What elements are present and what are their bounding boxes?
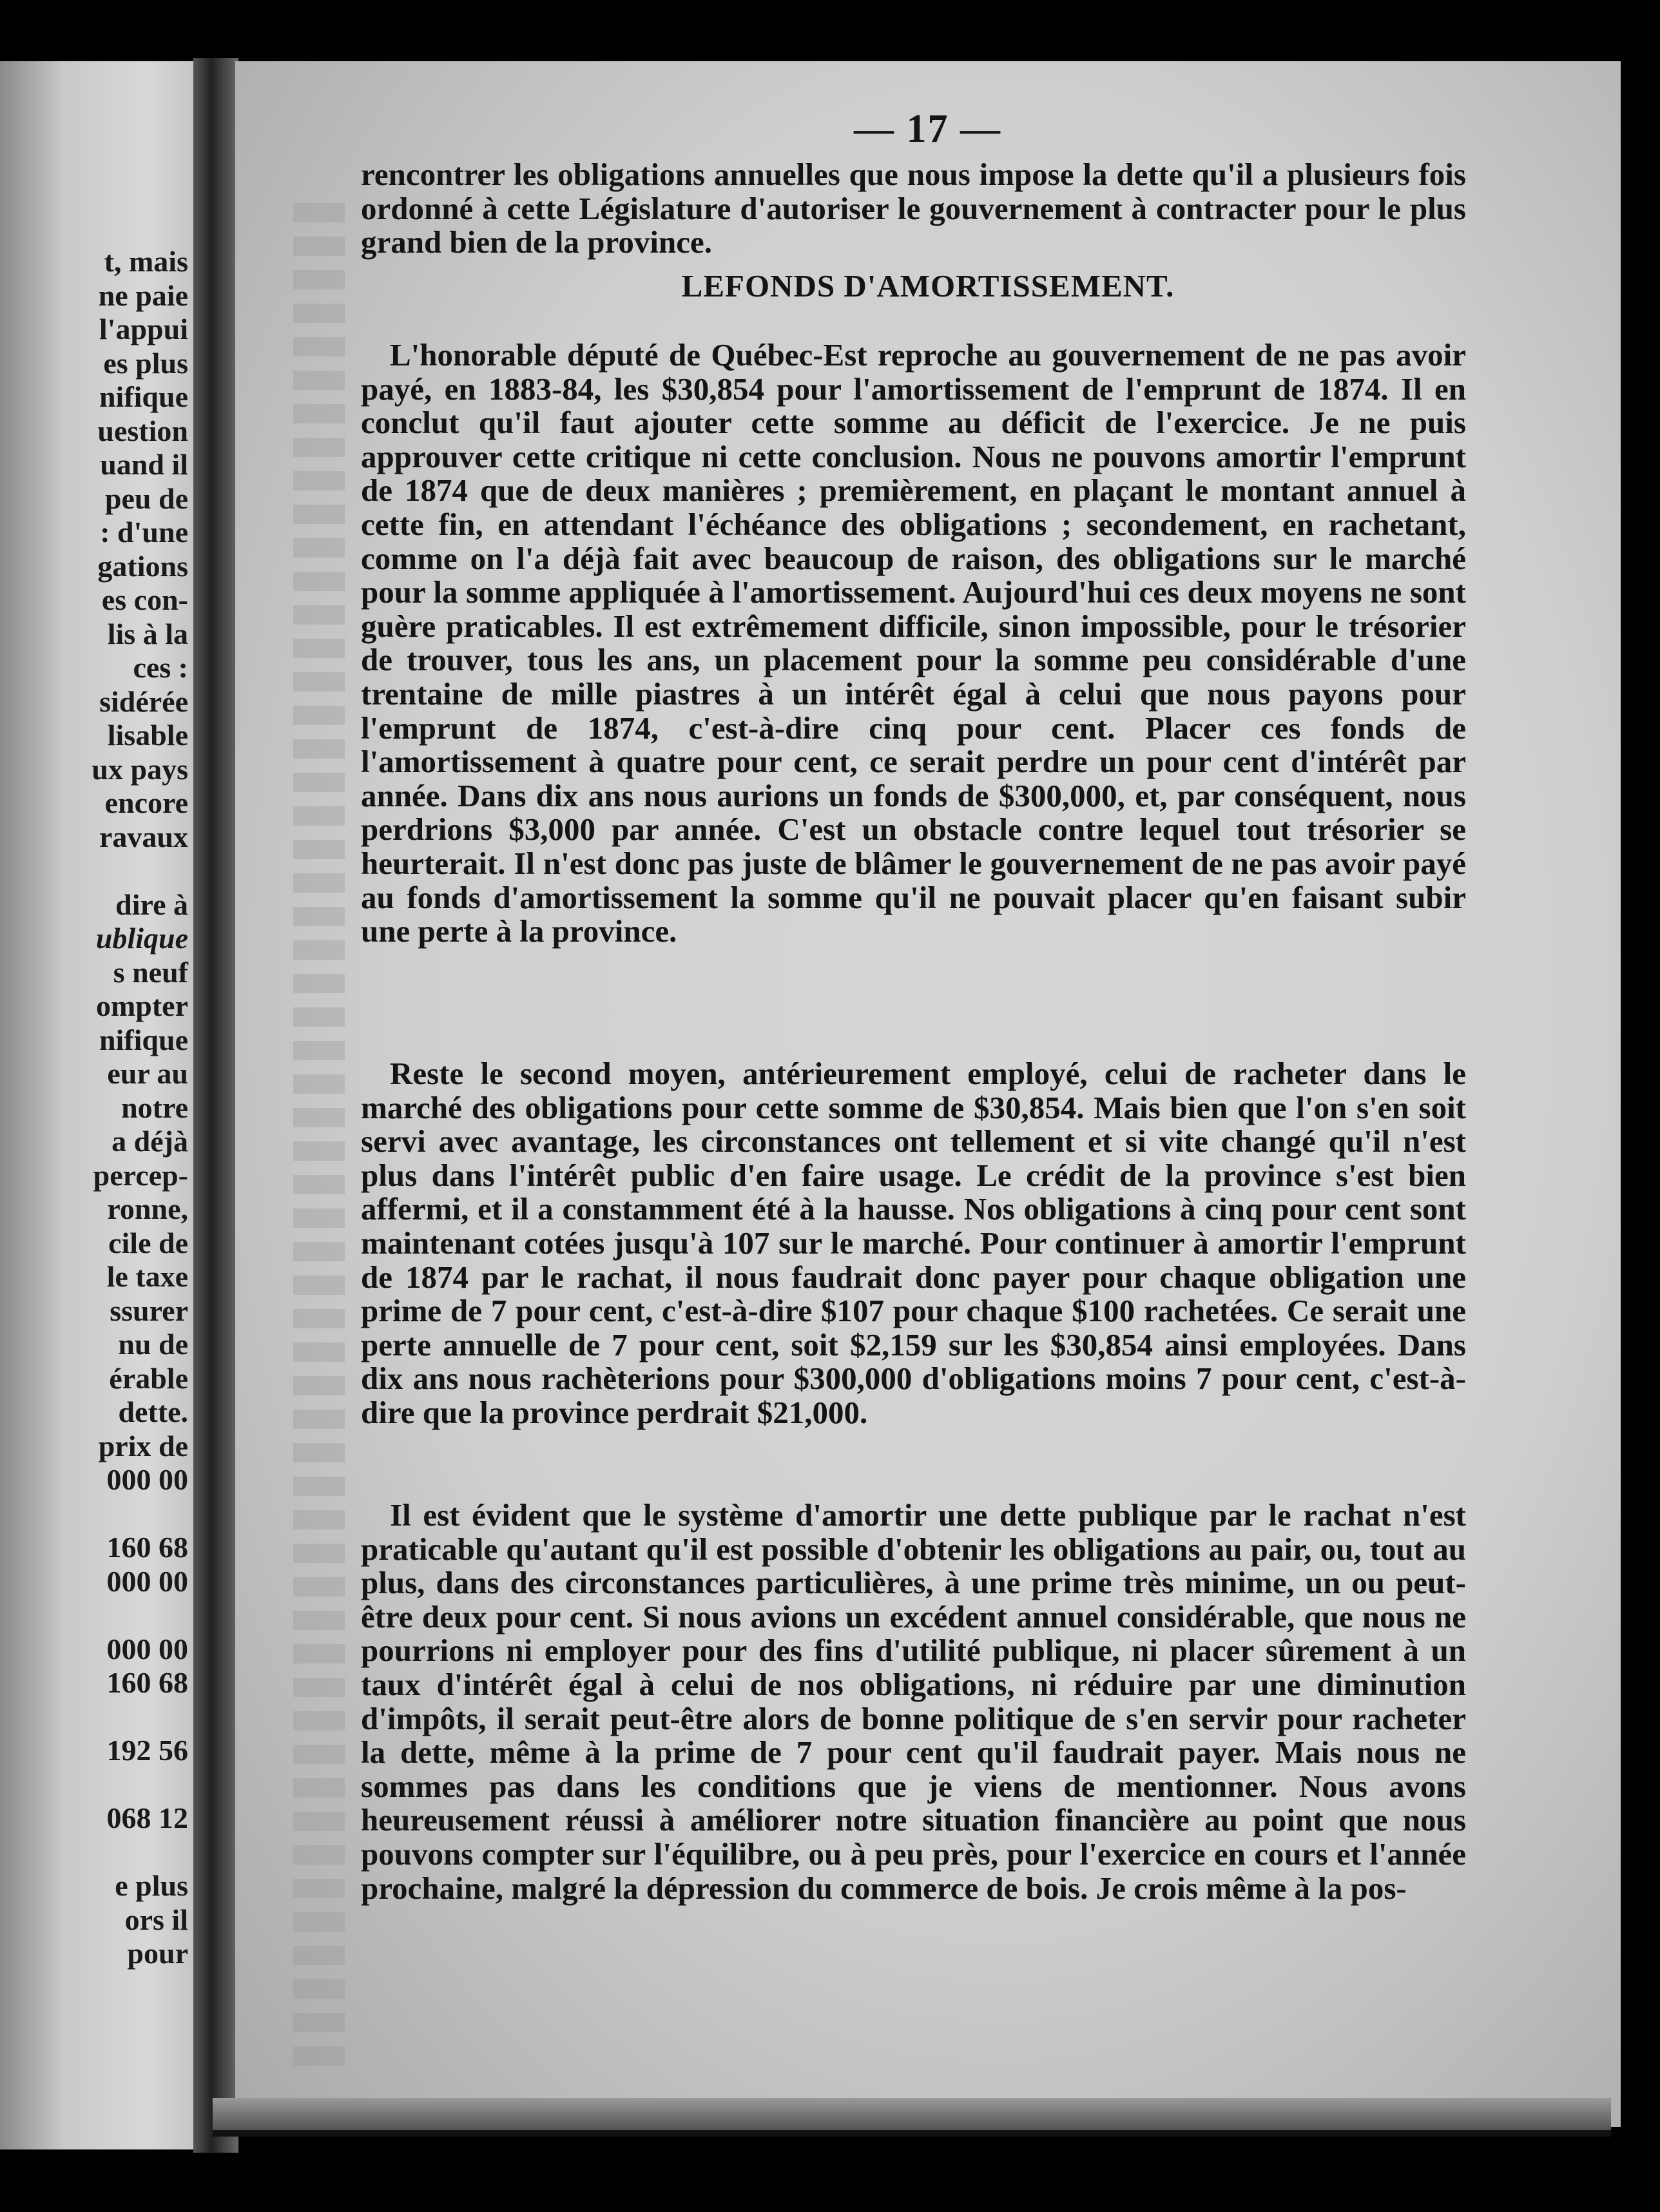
left-page-line: e plus — [115, 1869, 188, 1902]
left-page-line: ublique — [95, 922, 188, 955]
left-page-line: percep- — [93, 1158, 188, 1192]
left-page-line: prix de — [98, 1429, 188, 1462]
left-page-line: ravaux — [99, 820, 188, 853]
left-page-line: : d'une — [100, 516, 188, 548]
left-page-line: ors il — [124, 1903, 188, 1936]
left-page-line: pour — [127, 1937, 188, 1970]
left-page-line: uand il — [100, 448, 188, 481]
left-page-line: 000 00 — [106, 1564, 188, 1598]
left-page-line: 000 00 — [106, 1632, 188, 1665]
left-page-line — [92, 1836, 188, 1870]
book-binding — [193, 58, 238, 2153]
left-page-line: peu de — [104, 481, 188, 515]
left-page-line — [92, 1768, 188, 1802]
left-page-line: 160 68 — [106, 1666, 188, 1699]
left-page-line — [92, 854, 188, 888]
left-page-line: uestion — [97, 414, 188, 447]
left-page-text — [92, 245, 188, 1971]
left-page-line: sidérée — [99, 684, 188, 718]
left-page-line: 068 12 — [106, 1801, 188, 1834]
left-page-line: le taxe — [106, 1260, 188, 1293]
main-page — [235, 61, 1621, 2127]
left-page-line: ronne, — [107, 1192, 188, 1225]
bottom-rule — [213, 2130, 1611, 2137]
left-page-line: notre — [121, 1091, 188, 1124]
left-page-line: es con- — [101, 583, 188, 616]
left-page-line: eur au — [107, 1057, 188, 1090]
left-page-line: s neuf — [113, 955, 188, 989]
left-page-fragment — [0, 61, 213, 2149]
left-page-line: cile de — [108, 1226, 188, 1259]
left-page-line — [92, 1598, 188, 1633]
page-number: — 17 — — [854, 107, 1001, 151]
bleed-through-marks — [293, 203, 345, 2072]
left-page-line: l'appui — [99, 313, 188, 345]
left-page-line: ompter — [95, 989, 188, 1022]
left-page-line: érable — [109, 1361, 188, 1395]
paragraph-1: L'honorable député de Québec-Est reproche au gouvernement de ne pas avoir payé, en 1883-84, les $30,854 pour l'amortissement de l'emprunt de 1874. Il en conclut qu'il faut ajouter cette somme au déficit de l'exercice. Je ne puis approuver cette critique ni cette conclusion. Nous ne pouvons amortir l'emprunt de 1874 que de deux manières ; premièrement, en plaçant le montant annuel à cette fin, en attendant l'échéance des obligations ; secondement, en rachetant, comme on l'a déjà fait avec beaucoup de raison, des obligations sur le marché pour la somme appliquée à l'amortissement. Aujourd'hui ces deux moyens ne sont guère praticables. Il est extrêmement difficile, sinon impossible, pour le trésorier de trouver, tous les ans, un placement pour la somme peu considérable d'une trentaine de mille piastres à un intérêt égal à celui que nous payons pour l'emprunt de 1874, c'est-à-dire cinq pour cent. Placer ces fonds de l'amortissement à quatre pour cent, ce serait perdre un pour cent d'intérêt par année. Dans dix ans nous aurions un fonds de $300,000, et, par conséquent, nous perdrions $3,000 par année. C'est un obstacle contre lequel tout trésorier se heurterait. Il n'est donc pas juste de blâmer le gouvernement de ne pas avoir payé au fonds d'amortissement la somme qu'il ne pouvait placer qu'en faisant subir une perte à la province. — [361, 337, 1466, 949]
section-heading: LEFONDS D'AMORTISSEMENT. — [681, 268, 1175, 304]
left-page-line: gations — [97, 549, 188, 583]
left-page-line: es plus — [103, 346, 188, 380]
left-page-line: encore — [104, 786, 188, 819]
left-page-line: ne paie — [98, 278, 188, 312]
left-page-line: ux pays — [92, 752, 188, 786]
left-page-line — [92, 1497, 188, 1531]
paragraph-3: Il est évident que le système d'amortir une dette publique par le rachat n'est praticable qu'autant qu'il est possible d'obtenir les obligations au pair, ou, tout au plus, dans des circonstances particulières, à une prime très minime, un ou peut-être deux pour cent. Si nous avions un excédent annuel considérable, que nous ne pourrions ni employer pour des fins d'utilité publique, ni placer sûrement à un taux d'intérêt égal à celui de nos obligations, ni réduire par une diminution d'impôts, il serait peut-être alors de bonne politique de s'en servir pour racheter la dette, même à la prime de 7 pour cent qu'il faudrait payer. Mais nous ne sommes pas dans les conditions que je viens de mentionner. Nous avons heureusement réussi à améliorer notre situation financière au point que nous pouvons compter sur l'équilibre, ou à peu près, pour l'exercice en cours et l'année prochaine, malgré la dépression du commerce de bois. Je crois même à la pos- — [361, 1497, 1466, 1906]
left-page-line: lis à la — [107, 617, 188, 650]
left-page-line: nu de — [118, 1328, 188, 1361]
paragraph-2: Reste le second moyen, antérieurement employé, celui de racheter dans le marché des obligations pour cette somme de $30,854. Mais bien que l'on s'en soit servi avec avantage, les circonstances ont tellement et si vite changé qu'il n'est plus dans l'intérêt public d'en faire usage. Le crédit de la province s'est bien affermi, et il a constamment été à la hausse. Nos obligations à cinq pour cent sont maintenant cotées jusqu'à 107 sur le marché. Pour continuer à amortir l'emprunt de 1874 par le rachat, il nous faudrait donc payer pour chaque obligation une prime de 7 pour cent, c'est-à-dire $107 pour chaque $100 rachetées. Ce serait une perte annuelle de 7 pour cent, soit $2,159 sur les $30,854 ainsi employées. Dans dix ans nous rachèterions pour $300,000 d'obligations moins 7 pour cent, c'est-à-dire que la province perdrait $21,000. — [361, 1056, 1466, 1430]
left-page-line: 000 00 — [106, 1463, 188, 1496]
left-page-line: dette. — [118, 1395, 188, 1428]
left-page-line: 192 56 — [106, 1734, 188, 1767]
intro-paragraph: rencontrer les obligations annuelles que nous impose la dette qu'il a plusieurs fois ordonné à cette Législature d'autoriser le gouvernement à contracter pour le plus grand bien de la province. — [361, 157, 1466, 260]
left-page-line: lisable — [107, 719, 188, 752]
left-page-line — [92, 1700, 188, 1734]
left-page-line: ssurer — [110, 1294, 188, 1327]
left-page-line: nifique — [99, 1023, 188, 1056]
left-page-line: nifique — [99, 380, 188, 413]
left-page-line: 160 68 — [106, 1531, 188, 1564]
left-page-line: a déjà — [111, 1125, 188, 1158]
left-page-line: t, mais — [104, 245, 188, 278]
left-page-line: dire à — [115, 888, 188, 921]
left-page-line: ces : — [133, 651, 188, 684]
